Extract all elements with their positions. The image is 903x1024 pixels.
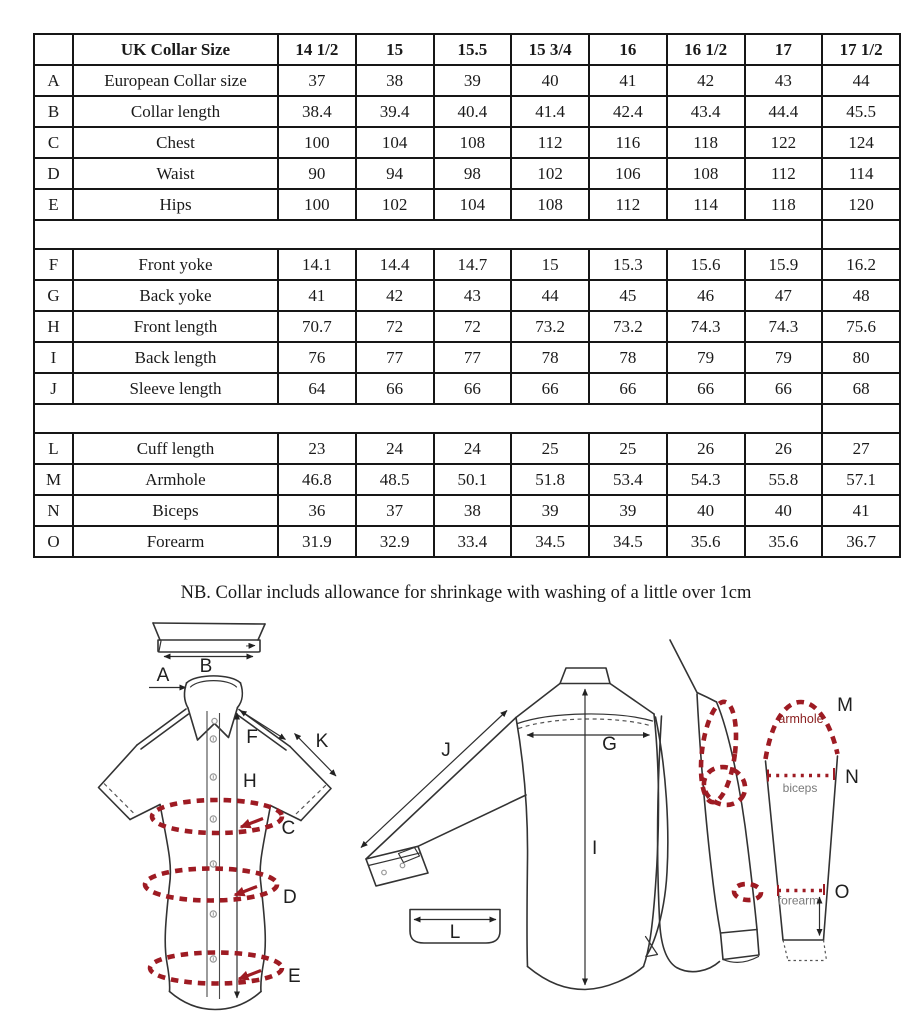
row-key: C — [34, 127, 73, 158]
value-cell: 66 — [745, 373, 823, 404]
chest-pointer — [241, 819, 263, 828]
size-column-header: 14 1/2 — [278, 34, 356, 65]
value-cell: 39 — [434, 65, 512, 96]
row-label: Back yoke — [73, 280, 278, 311]
value-cell: 98 — [434, 158, 512, 189]
value-cell: 106 — [589, 158, 667, 189]
value-cell: 45 — [589, 280, 667, 311]
row-label: Waist — [73, 158, 278, 189]
value-cell: 40 — [745, 495, 823, 526]
row-label: Cuff length — [73, 433, 278, 464]
shrinkage-note: NB. Collar includs allowance for shrinkage with washing of a little over 1cm — [180, 583, 752, 603]
row-key: O — [34, 526, 73, 557]
value-cell: 108 — [511, 189, 589, 220]
sleeve-upper-edge — [366, 718, 516, 860]
value-cell: 73.2 — [511, 311, 589, 342]
table-row — [34, 495, 900, 526]
value-cell: 43 — [745, 65, 823, 96]
value-cell: 68 — [822, 373, 900, 404]
value-cell: 50.1 — [434, 464, 512, 495]
value-cell: 66 — [667, 373, 745, 404]
separator-cell — [34, 404, 822, 433]
value-cell: 44 — [511, 280, 589, 311]
value-cell: 116 — [589, 127, 667, 158]
size-column-header: 15 3/4 — [511, 34, 589, 65]
value-cell: 40.4 — [434, 96, 512, 127]
sleeve-length-arrow — [361, 711, 507, 848]
size-table — [33, 33, 901, 558]
value-cell: 40 — [667, 495, 745, 526]
value-cell: 23 — [278, 433, 356, 464]
separator-cell-last — [822, 220, 900, 249]
row-label: Collar length — [73, 96, 278, 127]
row-key: H — [34, 311, 73, 342]
value-cell: 112 — [745, 158, 823, 189]
value-cell: 78 — [511, 342, 589, 373]
back-shirt-diagram — [361, 668, 668, 990]
label-e: E — [288, 966, 301, 987]
value-cell: 114 — [822, 158, 900, 189]
label-g: G — [602, 734, 617, 755]
value-cell: 41 — [822, 495, 900, 526]
value-cell: 74.3 — [667, 311, 745, 342]
value-cell: 36 — [278, 495, 356, 526]
value-cell: 108 — [434, 127, 512, 158]
value-cell: 100 — [278, 189, 356, 220]
row-key: L — [34, 433, 73, 464]
value-cell: 37 — [356, 495, 434, 526]
value-cell: 46 — [667, 280, 745, 311]
value-cell: 72 — [434, 311, 512, 342]
table-row — [34, 433, 900, 464]
label-m: M — [837, 695, 853, 716]
value-cell: 44 — [822, 65, 900, 96]
table-row — [34, 127, 900, 158]
value-cell: 66 — [356, 373, 434, 404]
value-cell: 55.8 — [745, 464, 823, 495]
value-cell: 14.4 — [356, 249, 434, 280]
value-cell: 39.4 — [356, 96, 434, 127]
waist-ellipse — [145, 869, 277, 901]
collar-piece — [153, 623, 265, 652]
value-cell: 51.8 — [511, 464, 589, 495]
value-cell: 70.7 — [278, 311, 356, 342]
label-c: C — [281, 818, 296, 839]
row-label: Sleeve length — [73, 373, 278, 404]
value-cell: 79 — [745, 342, 823, 373]
value-cell: 78 — [589, 342, 667, 373]
separator-cell — [34, 220, 822, 249]
value-cell: 33.4 — [434, 526, 512, 557]
value-cell: 76 — [278, 342, 356, 373]
table-title: UK Collar Size — [73, 34, 278, 65]
row-key: J — [34, 373, 73, 404]
value-cell: 94 — [356, 158, 434, 189]
value-cell: 53.4 — [589, 464, 667, 495]
value-cell: 14.7 — [434, 249, 512, 280]
side-body-sleeve — [658, 640, 759, 972]
size-table-body — [34, 65, 900, 557]
row-label: Biceps — [73, 495, 278, 526]
value-cell: 31.9 — [278, 526, 356, 557]
row-key: N — [34, 495, 73, 526]
sleeve-cap-curve — [766, 702, 838, 759]
value-cell: 118 — [667, 127, 745, 158]
value-cell: 45.5 — [822, 96, 900, 127]
value-cell: 15.9 — [745, 249, 823, 280]
value-cell: 38.4 — [278, 96, 356, 127]
value-cell: 24 — [356, 433, 434, 464]
row-key: D — [34, 158, 73, 189]
value-cell: 44.4 — [745, 96, 823, 127]
label-k: K — [315, 731, 329, 752]
value-cell: 100 — [278, 127, 356, 158]
back-body-right — [644, 714, 659, 967]
value-cell: 54.3 — [667, 464, 745, 495]
value-cell: 38 — [356, 65, 434, 96]
value-cell: 72 — [356, 311, 434, 342]
label-i: I — [592, 838, 598, 859]
left-shoulder — [137, 709, 189, 749]
value-cell: 26 — [667, 433, 745, 464]
label-b: B — [199, 656, 213, 677]
sleeve-cuff — [366, 846, 428, 886]
value-cell: 36.7 — [822, 526, 900, 557]
value-cell: 43.4 — [667, 96, 745, 127]
corner-cell — [34, 34, 73, 65]
value-cell: 39 — [589, 495, 667, 526]
value-cell: 47 — [745, 280, 823, 311]
measurement-diagrams — [0, 614, 903, 1024]
table-row — [34, 526, 900, 557]
table-row — [34, 65, 900, 96]
value-cell: 64 — [278, 373, 356, 404]
row-key: G — [34, 280, 73, 311]
separator-cell-last — [822, 404, 900, 433]
row-label: Back length — [73, 342, 278, 373]
body-hem — [170, 992, 262, 1010]
row-key: I — [34, 342, 73, 373]
size-column-header: 16 1/2 — [667, 34, 745, 65]
value-cell: 42.4 — [589, 96, 667, 127]
row-label: Front length — [73, 311, 278, 342]
value-cell: 108 — [667, 158, 745, 189]
table-row — [34, 249, 900, 280]
table-row — [34, 280, 900, 311]
value-cell: 15.3 — [589, 249, 667, 280]
value-cell: 112 — [589, 189, 667, 220]
value-cell: 74.3 — [745, 311, 823, 342]
value-cell: 48 — [822, 280, 900, 311]
value-cell: 124 — [822, 127, 900, 158]
label-j: J — [441, 740, 451, 761]
forearm-ellipse — [733, 883, 761, 901]
waist-pointer — [235, 887, 257, 896]
row-label: Front yoke — [73, 249, 278, 280]
row-label: Armhole — [73, 464, 278, 495]
header-row — [34, 34, 900, 65]
value-cell: 34.5 — [511, 526, 589, 557]
value-cell: 42 — [667, 65, 745, 96]
value-cell: 37 — [278, 65, 356, 96]
cuff-piece — [410, 910, 500, 944]
value-cell: 35.6 — [745, 526, 823, 557]
value-cell: 15.6 — [667, 249, 745, 280]
value-cell: 102 — [511, 158, 589, 189]
value-cell: 38 — [434, 495, 512, 526]
value-cell: 57.1 — [822, 464, 900, 495]
label-l: L — [449, 922, 461, 943]
table-row — [34, 342, 900, 373]
label-a: A — [156, 665, 170, 686]
buttons — [210, 736, 216, 962]
label-o: O — [834, 882, 850, 903]
row-label: European Collar size — [73, 65, 278, 96]
back-body-left — [516, 718, 528, 967]
value-cell: 39 — [511, 495, 589, 526]
value-cell: 79 — [667, 342, 745, 373]
armhole-annotation: armhole — [778, 712, 824, 726]
size-column-header: 15.5 — [434, 34, 512, 65]
value-cell: 43 — [434, 280, 512, 311]
row-key: E — [34, 189, 73, 220]
collar-stand — [560, 668, 610, 684]
body-right-edge — [260, 806, 270, 992]
value-cell: 66 — [511, 373, 589, 404]
value-cell: 114 — [667, 189, 745, 220]
value-cell: 41.4 — [511, 96, 589, 127]
value-cell: 122 — [745, 127, 823, 158]
value-cell: 66 — [434, 373, 512, 404]
label-h: H — [243, 771, 257, 792]
value-cell: 80 — [822, 342, 900, 373]
right-shoulder — [237, 710, 290, 751]
sleeve-detail-diagram — [658, 640, 859, 972]
table-row — [34, 464, 900, 495]
value-cell: 32.9 — [356, 526, 434, 557]
separator-row — [34, 404, 900, 433]
separator-row — [34, 220, 900, 249]
value-cell: 120 — [822, 189, 900, 220]
cuff-dotted-outline — [783, 940, 827, 961]
row-label: Hips — [73, 189, 278, 220]
shirt-collar — [185, 676, 243, 740]
row-key: A — [34, 65, 73, 96]
value-cell: 118 — [745, 189, 823, 220]
table-row — [34, 189, 900, 220]
value-cell: 41 — [278, 280, 356, 311]
front-shirt-diagram — [99, 623, 337, 1010]
label-n: N — [845, 767, 859, 788]
value-cell: 26 — [745, 433, 823, 464]
value-cell: 77 — [356, 342, 434, 373]
armhole-ellipse — [696, 700, 741, 804]
value-cell: 24 — [434, 433, 512, 464]
value-cell: 41 — [589, 65, 667, 96]
value-cell: 66 — [589, 373, 667, 404]
value-cell: 75.6 — [822, 311, 900, 342]
left-sleeve — [99, 745, 161, 820]
chest-ellipse — [152, 800, 282, 833]
row-key: F — [34, 249, 73, 280]
table-row — [34, 96, 900, 127]
value-cell: 14.1 — [278, 249, 356, 280]
forearm-annotation: forearm — [777, 893, 820, 908]
value-cell: 40 — [511, 65, 589, 96]
size-column-header: 17 1/2 — [822, 34, 900, 65]
value-cell: 25 — [511, 433, 589, 464]
value-cell: 35.6 — [667, 526, 745, 557]
table-row — [34, 311, 900, 342]
value-cell: 48.5 — [356, 464, 434, 495]
value-cell: 15 — [511, 249, 589, 280]
row-label: Chest — [73, 127, 278, 158]
size-column-header: 16 — [589, 34, 667, 65]
value-cell: 102 — [356, 189, 434, 220]
value-cell: 104 — [434, 189, 512, 220]
pattern-left-edge — [766, 761, 784, 940]
table-row — [34, 158, 900, 189]
pattern-right-edge — [824, 756, 838, 940]
biceps-annotation: biceps — [782, 781, 818, 795]
value-cell: 73.2 — [589, 311, 667, 342]
size-column-header: 17 — [745, 34, 823, 65]
value-cell: 104 — [356, 127, 434, 158]
row-key: B — [34, 96, 73, 127]
value-cell: 34.5 — [589, 526, 667, 557]
value-cell: 27 — [822, 433, 900, 464]
value-cell: 77 — [434, 342, 512, 373]
value-cell: 46.8 — [278, 464, 356, 495]
label-f: F — [246, 727, 258, 748]
sleeve-pattern — [766, 695, 859, 961]
size-column-header: 15 — [356, 34, 434, 65]
row-label: Forearm — [73, 526, 278, 557]
sleeve-lower-edge — [418, 795, 526, 846]
value-cell: 112 — [511, 127, 589, 158]
row-key: M — [34, 464, 73, 495]
value-cell: 25 — [589, 433, 667, 464]
table-row — [34, 373, 900, 404]
value-cell: 16.2 — [822, 249, 900, 280]
value-cell: 90 — [278, 158, 356, 189]
value-cell: 42 — [356, 280, 434, 311]
label-d: D — [283, 887, 297, 908]
